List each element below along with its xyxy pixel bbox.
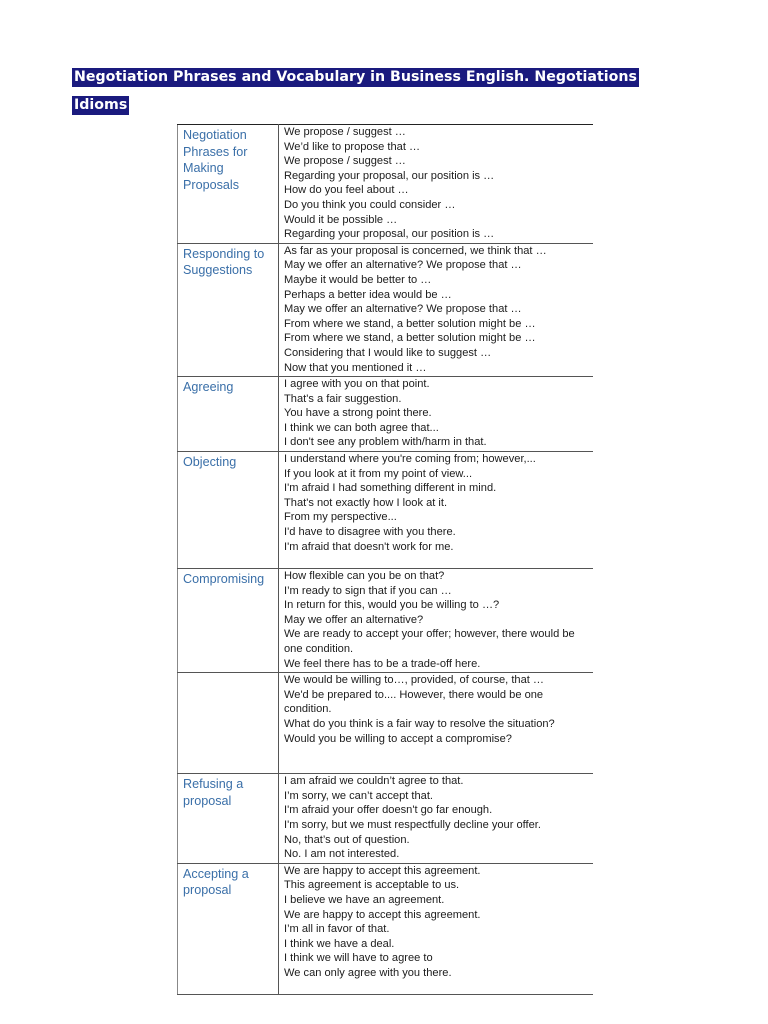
document-title-line-2: Idioms xyxy=(74,97,128,113)
phrase-item: You have a strong point there. xyxy=(284,407,432,420)
category-cell: Refusing a proposal xyxy=(178,774,279,864)
phrases-cell xyxy=(279,569,594,673)
phrase-item: If you look at it from my point of view... xyxy=(284,467,473,480)
phrases-table xyxy=(177,124,593,995)
table-row-responding xyxy=(178,243,594,376)
phrase-item: We can only agree with you there. xyxy=(284,966,452,979)
phrase-item: Now that you mentioned it … xyxy=(284,361,427,374)
phrase-item: No, that’s out of question. xyxy=(284,833,410,846)
phrase-item: We'd be prepared to.... However, there would be one condition. xyxy=(284,688,544,716)
phrase-item: I'd have to disagree with you there. xyxy=(284,526,456,539)
category-cell: Objecting xyxy=(178,452,279,569)
phrase-item: I agree with you on that point. xyxy=(284,378,430,391)
phrase-item: Considering that I would like to suggest … xyxy=(284,346,492,359)
table-row-agreeing xyxy=(178,377,594,452)
phrase-item: Do you think you could consider … xyxy=(284,198,456,211)
phrase-item: Would it be possible … xyxy=(284,213,398,226)
phrases-cell xyxy=(279,774,594,864)
phrase-item: From where we stand, a better solution might be … xyxy=(284,332,536,345)
category-cell: Negotiation Phrases for Making Proposals xyxy=(178,125,279,244)
phrase-item: May we offer an alternative? xyxy=(284,613,424,626)
phrase-item: From my perspective... xyxy=(284,511,397,524)
phrase-item: I am afraid we couldn’t agree to that. xyxy=(284,775,464,788)
phrase-item: I believe we have an agreement. xyxy=(284,893,445,906)
phrase-item: I think we have a deal. xyxy=(284,937,395,950)
phrase-item: I don't see any problem with/harm in that. xyxy=(284,436,487,449)
category-cell: Responding to Suggestions xyxy=(178,243,279,376)
document-title-line-1: Negotiation Phrases and Vocabulary in Business English. Negotiations xyxy=(74,69,637,85)
phrase-item: I'm afraid that doesn't work for me. xyxy=(284,540,454,553)
phrase-item: I understand where you're coming from; however,... xyxy=(284,453,536,466)
phrase-item: How do you feel about … xyxy=(284,184,409,197)
phrases-cell xyxy=(279,243,594,376)
category-cell: Compromising xyxy=(178,569,279,673)
table-row-refusing xyxy=(178,774,594,864)
phrase-item: Regarding your proposal, our position is … xyxy=(284,169,495,182)
category-cell xyxy=(178,673,279,774)
table-row-accepting xyxy=(178,863,594,994)
phrase-item: We feel there has to be a trade-off here. xyxy=(284,657,481,670)
phrase-item: I'm afraid I had something different in mind. xyxy=(284,482,497,495)
phrase-item: This agreement is acceptable to us. xyxy=(284,879,460,892)
phrase-item: We propose / suggest … xyxy=(284,155,406,168)
category-cell: Agreeing xyxy=(178,377,279,452)
table-row-compromising-continued xyxy=(178,673,594,774)
phrase-item: What do you think is a fair way to resolve the situation? xyxy=(284,718,555,730)
phrase-item: I think we can both agree that... xyxy=(284,421,439,434)
phrase-item: Would you be willing to accept a compromise? xyxy=(284,732,512,745)
table-row-making-proposals xyxy=(178,125,594,244)
phrase-item: We propose / suggest … xyxy=(284,126,406,138)
phrase-item: From where we stand, a better solution might be … xyxy=(284,317,536,330)
phrase-item: That's not exactly how I look at it. xyxy=(284,496,448,509)
phrase-item: I’m sorry, we can’t accept that. xyxy=(284,789,433,802)
phrase-item: We would be willing to…, provided, of course, that … xyxy=(284,674,545,687)
phrase-item: No. I am not interested. xyxy=(284,848,400,861)
phrase-item: Maybe it would be better to … xyxy=(284,273,432,286)
phrase-item: We are ready to accept your offer; however, there would be one condition. xyxy=(284,628,575,656)
phrases-cell xyxy=(279,673,594,774)
phrase-item: May we offer an alternative? We propose that … xyxy=(284,303,522,316)
phrase-item: We’d like to propose that … xyxy=(284,140,421,153)
phrases-cell xyxy=(279,125,594,244)
phrase-item: As far as your proposal is concerned, we think that … xyxy=(284,244,547,257)
phrase-item: Perhaps a better idea would be … xyxy=(284,288,452,301)
phrase-item: How flexible can you be on that? xyxy=(284,570,445,583)
phrase-item: May we offer an alternative? We propose that … xyxy=(284,259,522,272)
phrase-item: I’m ready to sign that if you can … xyxy=(284,584,452,597)
phrase-item: I'm sorry, but we must respectfully decline your offer. xyxy=(284,819,541,831)
phrase-item: I'm afraid your offer doesn't go far enough. xyxy=(284,804,493,817)
phrase-item: Regarding your proposal, our position is … xyxy=(284,228,495,241)
table-row-compromising xyxy=(178,569,594,673)
phrase-item: In return for this, would you be willing to …? xyxy=(284,599,500,612)
phrase-item: We are happy to accept this agreement. xyxy=(284,864,481,877)
phrases-cell xyxy=(279,377,594,452)
phrase-item: I’m all in favor of that. xyxy=(284,923,390,936)
phrase-item: We are happy to accept this agreement. xyxy=(284,908,481,921)
table-row-objecting xyxy=(178,452,594,569)
phrase-item: I think we will have to agree to xyxy=(284,952,433,965)
phrase-item: That's a fair suggestion. xyxy=(284,392,402,405)
category-cell: Accepting a proposal xyxy=(178,863,279,994)
phrases-cell xyxy=(279,863,594,994)
phrases-cell xyxy=(279,452,594,569)
